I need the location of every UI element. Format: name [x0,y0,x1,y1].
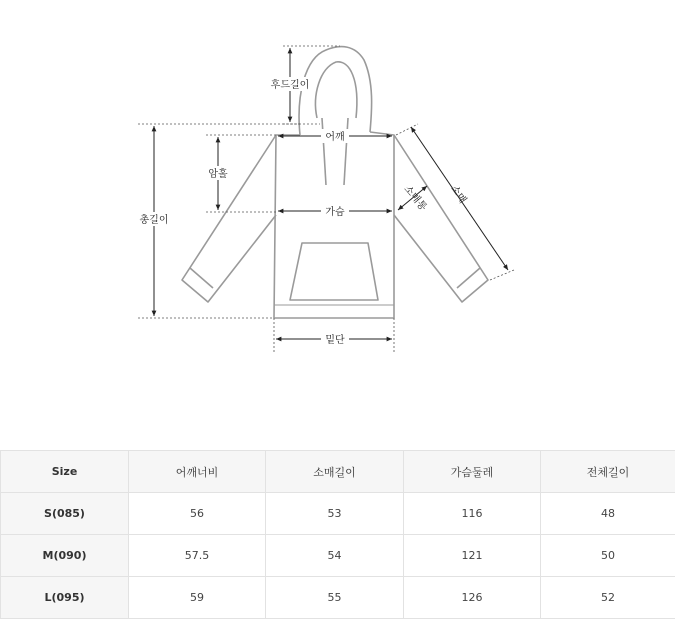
header-chest-circumference: 가슴둘레 [404,451,541,493]
hoodie-outline [182,47,488,318]
shoulder-label: 어깨 [325,130,344,143]
table-row [1,493,675,535]
sleeve-opening-label: 소매통 [401,182,430,213]
total-length-label: 총길이 [140,213,169,226]
size-cell: L(095) [1,577,129,619]
header-sleeve-length: 소매길이 [266,451,404,493]
table-cell: 116 [404,493,541,535]
table-cell: 56 [129,493,266,535]
table-row [1,577,675,619]
size-chart-table [0,450,675,619]
table-cell: 52 [541,577,675,619]
table-row [1,535,675,577]
table-cell: 54 [266,535,404,577]
table-cell: 57.5 [129,535,266,577]
sleeve-label: 소매 [448,182,470,205]
header-size: Size [1,451,129,493]
size-cell: M(090) [1,535,129,577]
header-shoulder-width: 어깨너비 [129,451,266,493]
table-cell: 55 [266,577,404,619]
header-total-length: 전체길이 [541,451,675,493]
table-cell: 53 [266,493,404,535]
table-cell: 121 [404,535,541,577]
hem-label: 밑단 [325,333,345,346]
hood-length-label: 후드길이 [271,78,310,91]
armhole-label: 암홀 [208,167,228,180]
table-cell: 50 [541,535,675,577]
table-header-row [1,451,675,493]
size-cell: S(085) [1,493,129,535]
table-cell: 126 [404,577,541,619]
chest-label: 가슴 [325,205,345,218]
table-cell: 59 [129,577,266,619]
table-cell: 48 [541,493,675,535]
